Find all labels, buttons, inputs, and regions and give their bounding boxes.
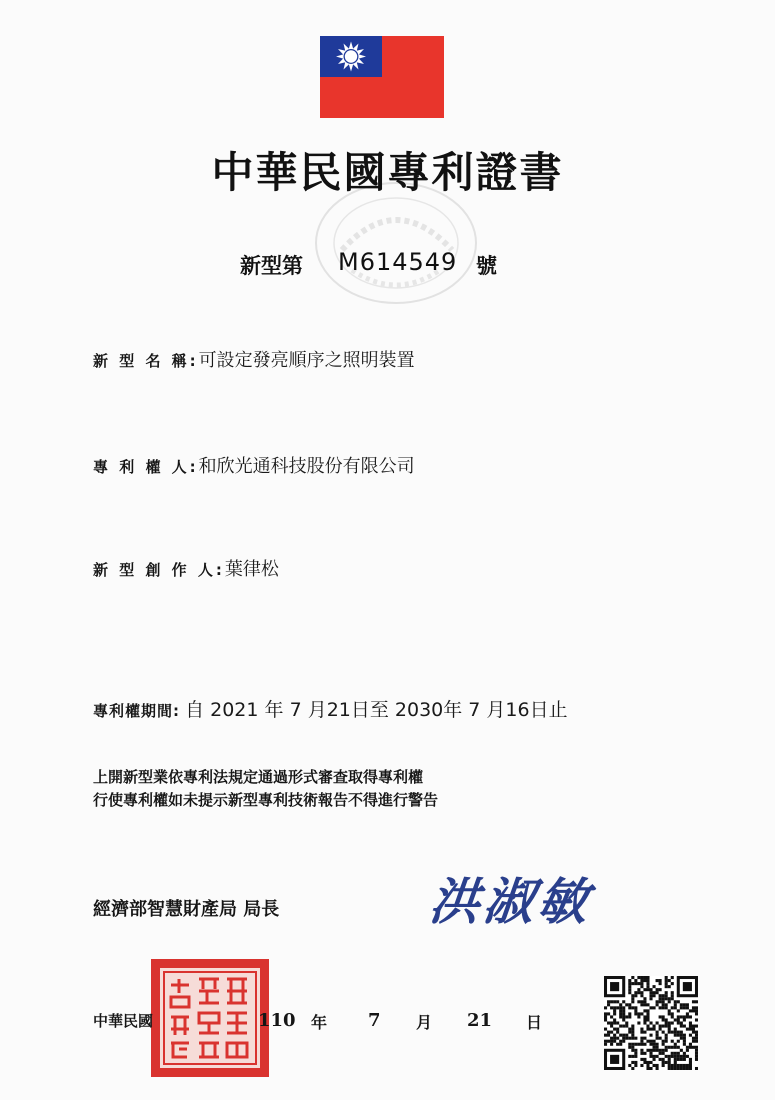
certificate-title: 中華民國專利證書: [211, 148, 564, 197]
director-signature: 洪淑敏: [426, 872, 595, 931]
model-name-field: [93, 346, 415, 372]
creator-field: [93, 555, 279, 581]
issuing-office: 經濟部智慧財產局 局長: [93, 899, 280, 920]
date-day: 21: [467, 1010, 493, 1031]
date-month: 7: [368, 1010, 381, 1031]
term-label: 專利權期間:: [93, 702, 180, 720]
date-month-unit: 月: [416, 1013, 433, 1032]
patentee-label: 專 利 權 人:: [93, 458, 199, 476]
patent-number-prefix: 新型第: [240, 254, 303, 278]
patent-number: M614549: [338, 248, 458, 276]
national-flag: [320, 36, 444, 118]
legal-notice-line-1: 上開新型業依專利法規定通過形式審查取得專利權: [93, 768, 424, 786]
patent-number-suffix: 號: [476, 254, 497, 278]
term-field: [93, 695, 568, 722]
issue-date: [93, 1010, 553, 1034]
date-year: 110: [258, 1010, 296, 1031]
creator-value: 葉律松: [224, 559, 279, 580]
date-year-unit: 年: [311, 1013, 328, 1032]
date-day-unit: 日: [526, 1013, 543, 1032]
term-value: 自 2021 年 7 月21日至 2030年 7 月16日止: [185, 699, 568, 721]
date-era: 中華民國: [93, 1012, 154, 1030]
patentee-value: 和欣光通科技股份有限公司: [198, 456, 415, 477]
model-name-value: 可設定發亮順序之照明裝置: [198, 350, 415, 371]
legal-notice-line-2: 行使專利權如未提示新型專利技術報告不得進行警告: [93, 791, 439, 809]
legal-notice: [93, 766, 438, 812]
creator-label: 新 型 創 作 人:: [93, 561, 225, 579]
model-name-label: 新 型 名 稱:: [93, 352, 199, 370]
qr-code[interactable]: [604, 976, 698, 1070]
patentee-field: [93, 452, 415, 478]
